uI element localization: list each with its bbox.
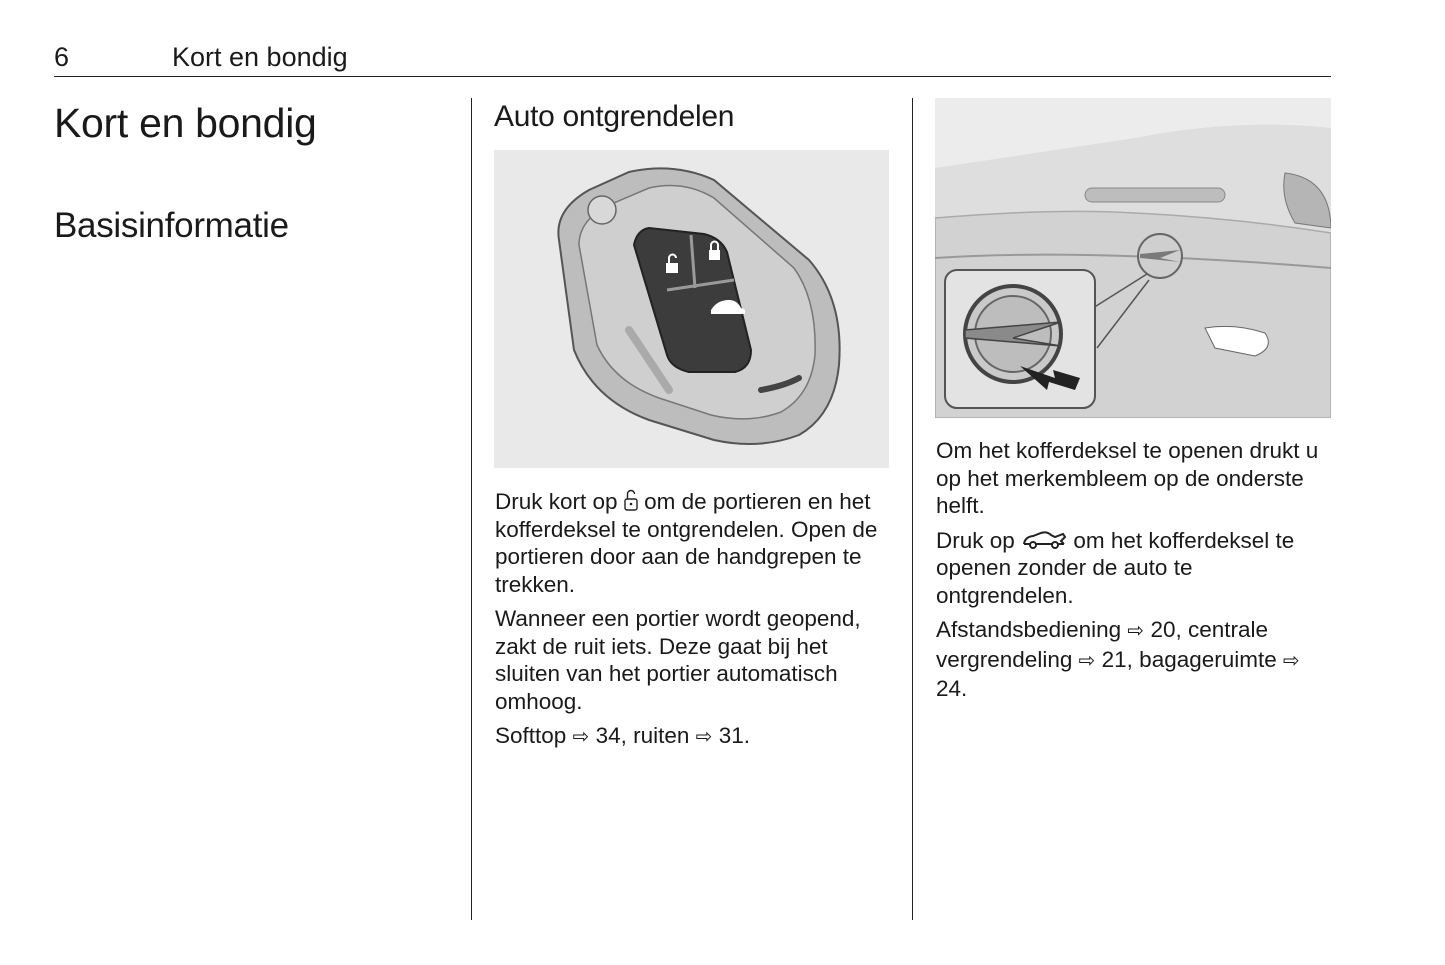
key-fob-illustration: [494, 150, 889, 468]
paragraph: Softtop ⇨ 34, ruiten ⇨ 31.: [495, 723, 751, 748]
chapter-title: Kort en bondig: [54, 100, 317, 146]
car-trunk-icon: [1021, 529, 1067, 551]
ref-arrow-icon: ⇨: [695, 726, 713, 748]
ref-arrow-icon: ⇨: [572, 726, 590, 748]
trunk-instructions: [936, 437, 1336, 710]
running-header: [54, 40, 1331, 77]
page-reference[interactable]: 21: [1101, 646, 1127, 672]
paragraph: Druk op om het kofferdeksel te openen zonder de auto te ontgrendelen.: [936, 527, 1295, 608]
page-number: 6: [54, 42, 70, 72]
running-title: Kort en bondig: [172, 42, 348, 72]
column-divider: [912, 98, 913, 920]
ref-arrow-icon: ⇨: [1127, 620, 1145, 642]
paragraph: Afstandsbediening ⇨ 20, centrale vergrendeling ⇨ 21, bagageruimte ⇨ 24.: [936, 617, 1300, 701]
ref-arrow-icon: ⇨: [1078, 649, 1096, 672]
column-divider: [471, 98, 472, 920]
page-reference[interactable]: 24: [936, 676, 962, 701]
trunk-emblem-illustration: [935, 98, 1331, 418]
page-reference[interactable]: 31: [718, 723, 744, 748]
paragraph: Druk kort op om de portieren en het kofferdeksel te ontgrendelen. Open de portieren door aan de handgrepen te trekken.: [495, 489, 878, 597]
subsection-title: Auto ontgrendelen: [494, 100, 735, 133]
unlock-icon: [624, 488, 638, 512]
unlock-instructions: [495, 488, 895, 759]
page-reference[interactable]: 20: [1150, 617, 1176, 642]
paragraph: Om het kofferdeksel te openen drukt u op het merkembleem op de onderste helft.: [936, 438, 1319, 518]
paragraph: Wanneer een portier wordt geopend, zakt de ruit iets. Deze gaat bij het sluiten van het portier automatisch omhoog.: [495, 606, 861, 714]
ref-arrow-icon: ⇨: [1283, 649, 1300, 672]
page-reference[interactable]: 34: [595, 723, 621, 748]
section-title: Basisinformatie: [54, 206, 289, 245]
